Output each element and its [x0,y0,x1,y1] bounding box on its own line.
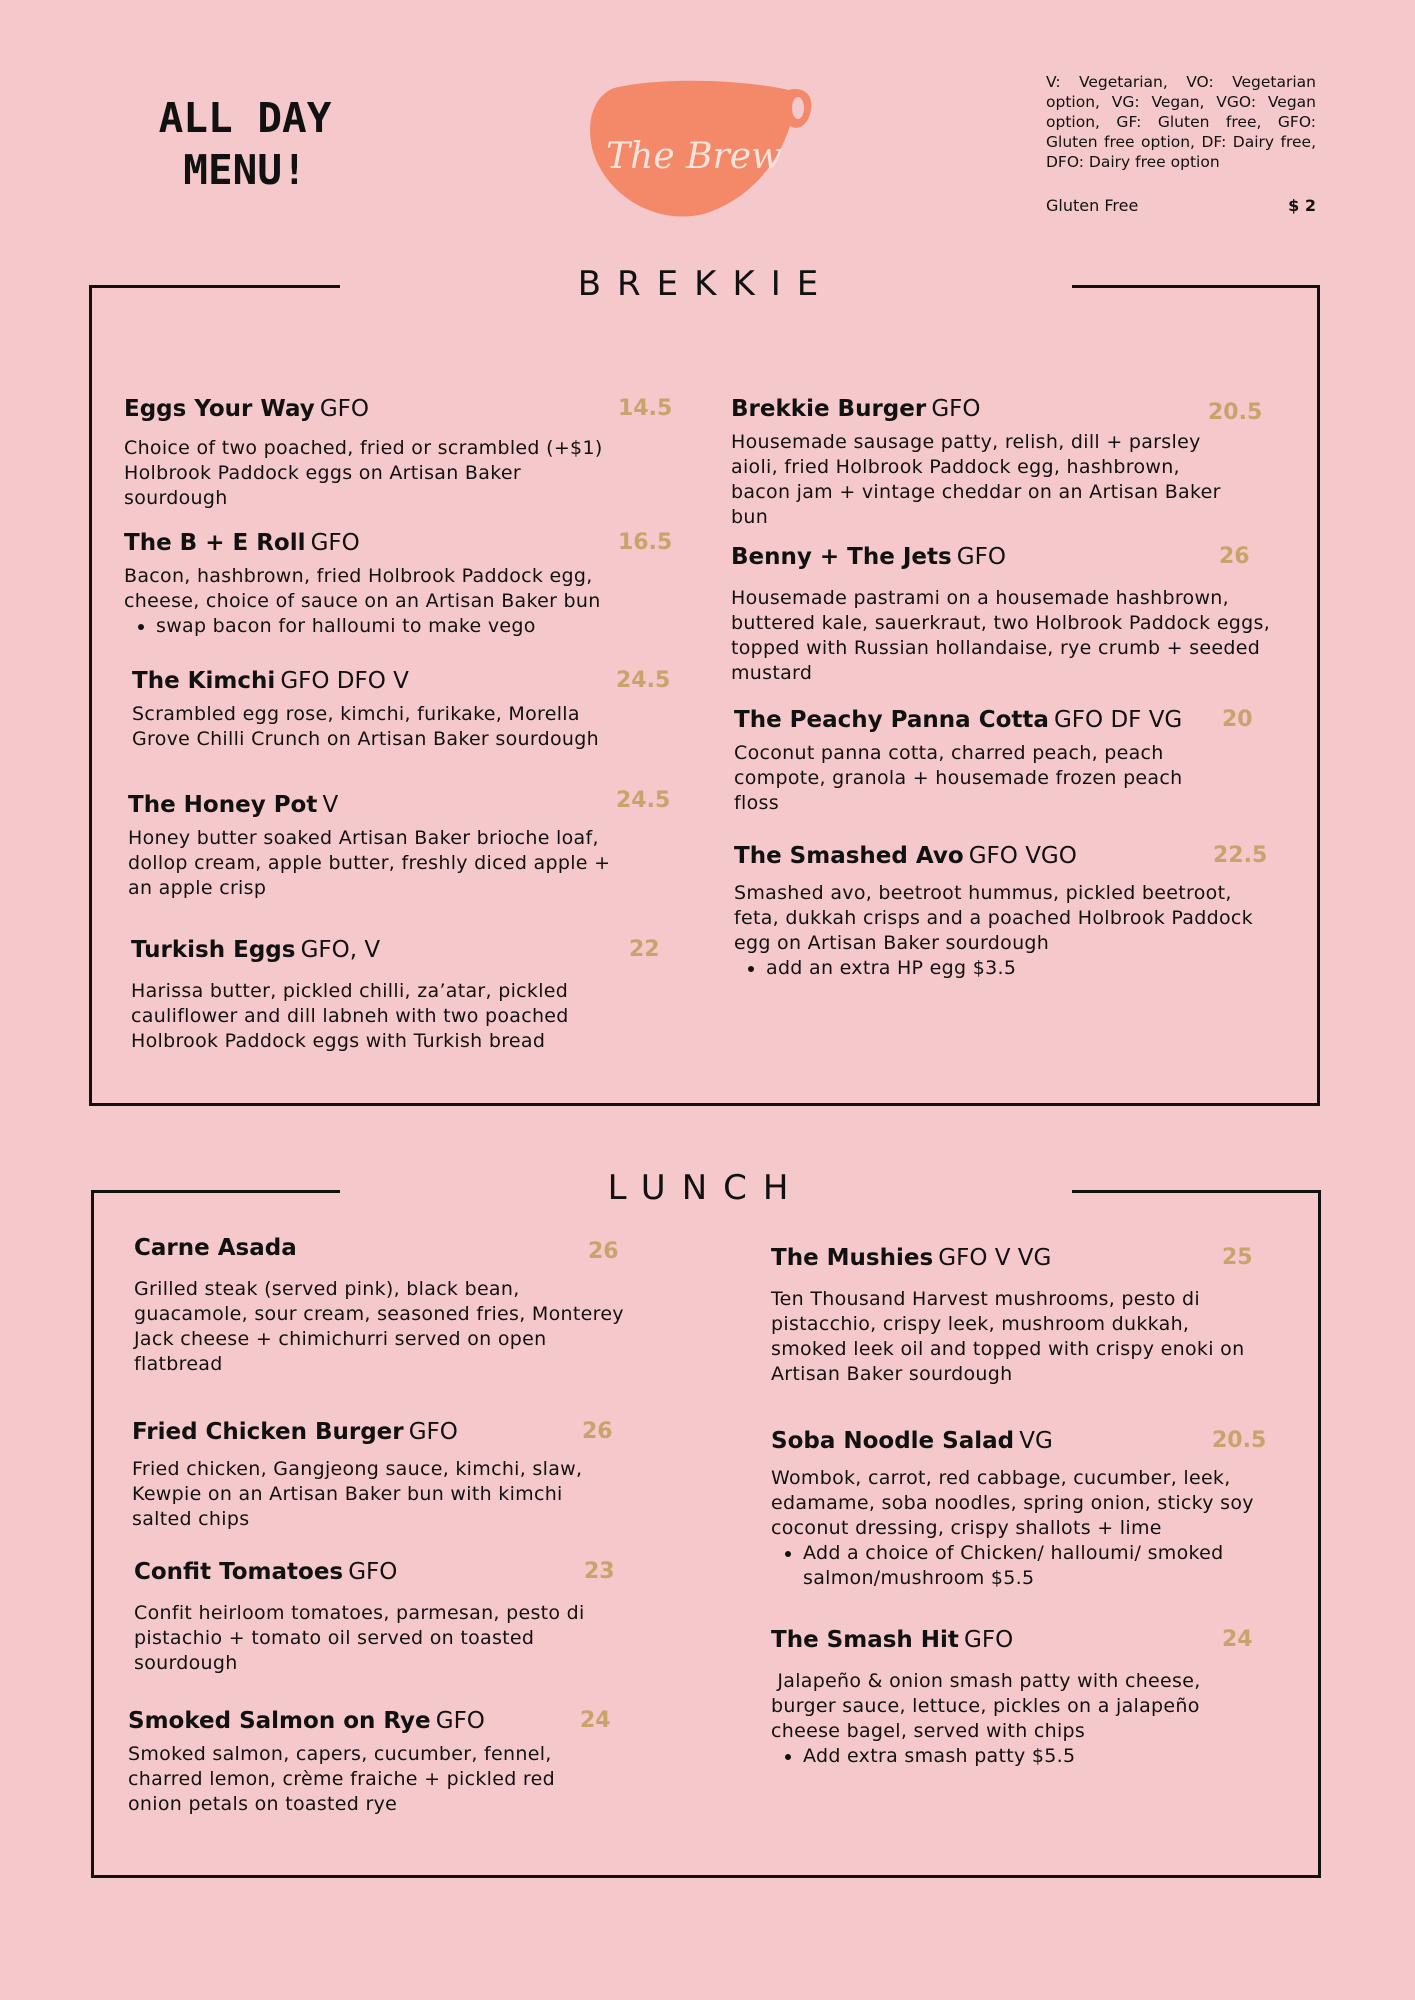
menu-item-b-e-roll [124,530,673,639]
item-description: Smoked salmon, capers, cucumber, fennel, charred lemon, crème fraiche + pickled red onion petals on toasted rye [128,1743,555,1815]
menu-item-the-smash-hit [771,1627,1281,1769]
item-name: Eggs Your Way [124,396,315,422]
item-price: 20.5 [1208,400,1263,425]
item-description: Choice of two poached, fried or scrambled (+$1) Holbrook Paddock eggs on Artisan Baker sourdough [124,437,603,509]
item-description: Coconut panna cotta, charred peach, peach compote, granola + housemade frozen peach floss [734,742,1183,814]
item-price: 20.5 [1212,1428,1267,1453]
item-name: The Kimchi [132,668,276,694]
item-name: Soba Noodle Salad [771,1428,1015,1454]
item-price: 24 [580,1708,611,1733]
gluten-free-surcharge [1046,196,1316,215]
item-name: The Peachy Panna Cotta [734,707,1049,733]
dietary-legend: V: Vegetarian, VO: Vegetarian option, VG: Vegan, VGO: Vegan option, GF: Gluten free, GFO: Gluten free option, DF: Dairy free, DFO: Dairy free option [1046,73,1316,171]
item-addon: • swap bacon for halloumi to make vego [156,614,670,639]
item-addon: • add an extra HP egg $3.5 [766,956,1271,981]
item-description: Ten Thousand Harvest mushrooms, pesto di pistacchio, crispy leek, mushroom dukkah, smoked leek oil and topped with crispy enoki on Artisan Baker sourdough [771,1288,1245,1385]
item-price: 23 [584,1559,615,1584]
item-tags: GFO [964,1627,1014,1653]
item-tags: GFO [319,396,370,422]
item-description: Smashed avo, beetroot hummus, pickled beetroot, feta, dukkah crisps and a poached Holbrook Paddock egg on Artisan Baker sourdough [734,882,1253,954]
menu-item-fried-chicken-burger [132,1419,632,1532]
menu-item-the-kimchi [132,668,670,752]
menu-item-soba-noodle-salad [771,1428,1281,1591]
menu-item-eggs-your-way [124,396,673,511]
menu-item-smashed-avo [734,843,1271,981]
item-name: The Smashed Avo [734,843,964,869]
lunch-section-title: LUNCH [340,1168,1072,1208]
item-description: Honey butter soaked Artisan Baker brioche loaf, dollop cream, apple butter, freshly diced apple + an apple crisp [128,827,611,899]
item-tags: GFO [348,1559,398,1585]
item-price: 26 [582,1419,613,1444]
item-name: The Smash Hit [771,1627,959,1653]
item-addon-list [734,956,1271,981]
menu-heading [120,92,370,196]
cup-logo-icon [584,76,814,221]
item-description: Housemade pastrami on a housemade hashbrown, buttered kale, sauerkraut, two Holbrook Paddock eggs, topped with Russian hollandaise, rye crumb + seeded mustard [731,587,1271,684]
item-name: Benny + The Jets [731,544,952,570]
item-description: Bacon, hashbrown, fried Holbrook Paddock egg, cheese, choice of sauce on an Artisan Baker bun [124,565,601,612]
gluten-free-price: $ 2 [1288,196,1316,215]
menu-item-the-honey-pot [128,788,671,901]
item-tags: VG [1019,1428,1053,1454]
item-tags: GFO [408,1419,458,1445]
item-name: The B + E Roll [124,530,306,556]
item-description: Jalapeño & onion smash patty with cheese, burger sauce, lettuce, pickles on a jalapeño cheese bagel, served with chips [771,1670,1207,1742]
item-addon: • Add a choice of Chicken/ halloumi/ smoked salmon/mushroom $5.5 [803,1541,1273,1591]
item-addon-list [771,1744,1281,1769]
item-tags: GFO [310,530,360,556]
the-brew-logo [584,76,814,221]
logo-text: The Brew [606,136,782,177]
item-name: Turkish Eggs [131,937,296,963]
item-tags: GFO V VG [938,1245,1052,1271]
menu-item-peachy-panna-cotta [734,707,1271,816]
menu-item-the-mushies [771,1245,1281,1387]
menu-item-smoked-salmon-on-rye [128,1708,628,1817]
menu-item-brekkie-burger [731,396,1271,530]
item-price: 24.5 [616,668,671,693]
item-tags: GFO DFO V [280,668,409,694]
item-name: Smoked Salmon on Rye [128,1708,431,1734]
item-description: Confit heirloom tomatoes, parmesan, pesto di pistachio + tomato oil served on toasted sourdough [134,1602,585,1674]
item-name: Confit Tomatoes [134,1559,344,1585]
menu-heading-line1: ALL DAY [158,94,332,142]
item-price: 24 [1222,1627,1253,1652]
menu-item-turkish-eggs [131,937,670,1054]
item-price: 26 [1219,544,1250,569]
item-name: Carne Asada [134,1235,297,1261]
item-description: Harissa butter, pickled chilli, za’atar, pickled cauliflower and dill labneh with two poached Holbrook Paddock eggs with Turkish bread [131,980,569,1052]
item-tags: GFO [931,396,981,422]
item-tags: V [322,792,339,818]
item-price: 22.5 [1213,843,1268,868]
item-addon: • Add extra smash patty $5.5 [803,1744,1281,1769]
item-price: 20 [1222,707,1253,732]
menu-heading-line2: MENU! [183,146,307,194]
item-description: Grilled steak (served pink), black bean, guacamole, sour cream, seasoned fries, Monterey Jack cheese + chimichurri served on open flatbread [134,1278,624,1375]
item-description: Wombok, carrot, red cabbage, cucumber, leek, edamame, soba noodles, spring onion, sticky soy coconut dressing, crispy shallots + lime [771,1467,1254,1539]
item-tags: GFO, V [300,937,381,963]
item-tags: GFO DF VG [1053,707,1183,733]
item-tags: GFO VGO [968,843,1077,869]
menu-item-carne-asada [134,1235,634,1377]
brekkie-section-title: BREKKIE [340,264,1072,304]
item-description: Scrambled egg rose, kimchi, furikake, Morella Grove Chilli Crunch on Artisan Baker sourdough [132,703,599,750]
item-price: 14.5 [618,396,673,421]
item-price: 24.5 [616,788,671,813]
item-name: Brekkie Burger [731,396,927,422]
item-price: 25 [1222,1245,1253,1270]
item-price: 16.5 [618,530,673,555]
menu-item-benny-the-jets [731,544,1271,686]
menu-item-confit-tomatoes [134,1559,634,1676]
item-name: The Honey Pot [128,792,318,818]
item-price: 26 [588,1239,619,1264]
item-tags: GFO [435,1708,485,1734]
item-description: Fried chicken, Gangjeong sauce, kimchi, slaw, Kewpie on an Artisan Baker bun with kimchi salted chips [132,1458,583,1530]
item-description: Housemade sausage patty, relish, dill + parsley aioli, fried Holbrook Paddock egg, hashbrown, bacon jam + vintage cheddar on an Artisan Baker bun [731,431,1221,528]
item-addon-list [124,614,670,639]
gluten-free-label: Gluten Free [1046,196,1139,215]
item-tags: GFO [956,544,1006,570]
item-price: 22 [629,937,660,962]
item-name: Fried Chicken Burger [132,1419,404,1445]
item-addon-list [771,1541,1273,1591]
item-name: The Mushies [771,1245,934,1271]
